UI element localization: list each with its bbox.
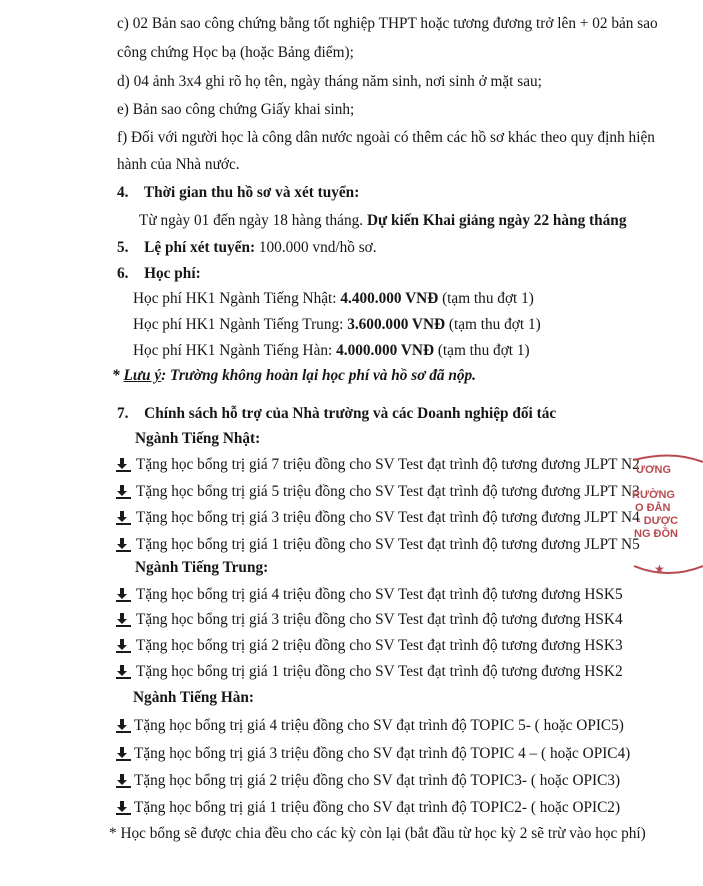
requirement-c-line2: công chứng Học bạ (hoặc Bảng điểm); bbox=[117, 44, 354, 61]
requirement-f-line2: hành của Nhà nước. bbox=[117, 156, 240, 173]
section-7-number: 7. bbox=[117, 405, 129, 422]
arrow-down-bullet-icon bbox=[116, 457, 131, 472]
scholarship-item: Tặng học bổng trị giá 4 triệu đồng cho SV Test đạt trình độ tương đương HSK5 bbox=[136, 586, 623, 603]
section-5-heading bbox=[117, 238, 377, 258]
stamp-text: - DƯỢC bbox=[637, 515, 679, 527]
group-korean-title: Ngành Tiếng Hàn: bbox=[133, 689, 255, 706]
footnote: * Học bổng sẽ được chia đều cho các kỳ còn lại (bắt đầu từ học kỳ 2 sẽ trừ vào học phí) bbox=[109, 825, 646, 842]
section-5-title: Lệ phí xét tuyển: bbox=[144, 239, 256, 256]
arrow-down-bullet-icon bbox=[116, 638, 131, 653]
scholarship-item: Tặng học bổng trị giá 2 triệu đồng cho SV đạt trình độ TOPIC3- ( hoặc OPIC3) bbox=[134, 772, 621, 789]
section-6-heading bbox=[117, 264, 201, 284]
fee-amount: 4.000.000 VNĐ bbox=[336, 342, 434, 359]
svg-text:★: ★ bbox=[654, 562, 665, 576]
scholarship-item: Tặng học bổng trị giá 1 triệu đồng cho SV Test đạt trình độ tương đương HSK2 bbox=[136, 663, 623, 680]
scholarship-item: Tặng học bổng trị giá 1 triệu đồng cho SV Test đạt trình độ tương đương JLPT N5 bbox=[136, 536, 640, 553]
fee-row-korean bbox=[133, 341, 530, 361]
section-6-title: Học phí: bbox=[144, 265, 201, 282]
fee-note: (tạm thu đợt 1) bbox=[445, 316, 541, 333]
stamp-text: ƯƠNG bbox=[636, 464, 672, 476]
section-7-heading bbox=[117, 404, 556, 424]
scholarship-item: Tặng học bổng trị giá 3 triệu đồng cho SV Test đạt trình độ tương đương HSK4 bbox=[136, 611, 623, 628]
fee-note: (tạm thu đợt 1) bbox=[434, 342, 530, 359]
fee-amount: 4.400.000 VNĐ bbox=[340, 290, 439, 307]
arrow-down-bullet-icon bbox=[116, 664, 131, 679]
refund-note bbox=[112, 366, 476, 386]
requirement-d: d) 04 ảnh 3x4 ghi rõ họ tên, ngày tháng năm sinh, nơi sinh ở mặt sau; bbox=[117, 73, 542, 90]
scholarship-item: Tặng học bổng trị giá 1 triệu đồng cho SV đạt trình độ TOPIC2- ( hoặc OPIC2) bbox=[134, 799, 621, 816]
section-4-heading bbox=[117, 183, 359, 203]
scholarship-item: Tặng học bổng trị giá 3 triệu đồng cho SV đạt trình độ TOPIC 4 – ( hoặc OPIC4) bbox=[134, 745, 631, 762]
scholarship-item: Tặng học bổng trị giá 3 triệu đồng cho SV Test đạt trình độ tương đương JLPT N4 bbox=[136, 509, 640, 526]
section-5-number: 5. bbox=[117, 239, 129, 256]
arrow-down-bullet-icon bbox=[116, 718, 131, 733]
arrow-down-bullet-icon bbox=[116, 587, 131, 602]
section-4-number: 4. bbox=[117, 184, 129, 201]
section-6-number: 6. bbox=[117, 265, 129, 282]
requirement-f-line1: f) Đối với người học là công dân nước ngoài có thêm các hồ sơ khác theo quy định hiện bbox=[117, 129, 655, 146]
note-text: : Trường không hoàn lại học phí và hồ sơ đã nộp. bbox=[161, 367, 476, 384]
official-stamp bbox=[632, 448, 703, 588]
section-4-opening-date: Dự kiến Khai giảng ngày 22 hàng tháng bbox=[366, 212, 627, 229]
fee-note: (tạm thu đợt 1) bbox=[438, 290, 534, 307]
arrow-down-bullet-icon bbox=[116, 800, 131, 815]
group-japanese-title: Ngành Tiếng Nhật: bbox=[135, 430, 261, 447]
fee-row-japanese bbox=[133, 289, 534, 309]
stamp-text: O ĐẲN bbox=[635, 502, 671, 514]
section-4-title: Thời gian thu hồ sơ và xét tuyển: bbox=[143, 184, 360, 201]
section-4-body bbox=[139, 211, 626, 231]
section-5-text: 100.000 vnd/hồ sơ. bbox=[258, 239, 377, 256]
scholarship-item: Tặng học bổng trị giá 4 triệu đồng cho SV đạt trình độ TOPIC 5- ( hoặc OPIC5) bbox=[134, 717, 624, 734]
scholarship-item: Tặng học bổng trị giá 5 triệu đồng cho SV Test đạt trình độ tương đương JLPT N3 bbox=[136, 483, 640, 500]
arrow-down-bullet-icon bbox=[116, 484, 131, 499]
arrow-down-bullet-icon bbox=[116, 773, 131, 788]
section-7-title: Chính sách hỗ trợ của Nhà trường và các Doanh nghiệp đối tác bbox=[144, 405, 557, 422]
requirement-e: e) Bản sao công chứng Giấy khai sinh; bbox=[117, 101, 355, 118]
fee-label: Học phí HK1 Ngành Tiếng Hàn: bbox=[133, 342, 337, 359]
section-4-text: Từ ngày 01 đến ngày 18 hàng tháng. bbox=[139, 212, 364, 229]
scholarship-item: Tặng học bổng trị giá 2 triệu đồng cho SV Test đạt trình độ tương đương HSK3 bbox=[136, 637, 623, 654]
note-label: Lưu ý bbox=[123, 367, 162, 384]
requirement-c-line1: c) 02 Bản sao công chứng bằng tốt nghiệp THPT hoặc tương đương trở lên + 02 bản sao bbox=[117, 15, 658, 32]
note-star: * bbox=[112, 367, 124, 384]
fee-amount: 3.600.000 VNĐ bbox=[347, 316, 446, 333]
fee-label: Học phí HK1 Ngành Tiếng Trung: bbox=[133, 316, 348, 333]
stamp-text: RƯỜNG bbox=[632, 489, 675, 501]
stamp-text: NG ĐỒN bbox=[634, 528, 678, 540]
arrow-down-bullet-icon bbox=[116, 612, 131, 627]
arrow-down-bullet-icon bbox=[116, 510, 131, 525]
arrow-down-bullet-icon bbox=[116, 537, 131, 552]
fee-row-chinese bbox=[133, 315, 541, 335]
group-chinese-title: Ngành Tiếng Trung: bbox=[135, 559, 269, 576]
scholarship-item: Tặng học bổng trị giá 7 triệu đồng cho SV Test đạt trình độ tương đương JLPT N2 bbox=[136, 456, 640, 473]
fee-label: Học phí HK1 Ngành Tiếng Nhật: bbox=[133, 290, 341, 307]
arrow-down-bullet-icon bbox=[116, 746, 131, 761]
